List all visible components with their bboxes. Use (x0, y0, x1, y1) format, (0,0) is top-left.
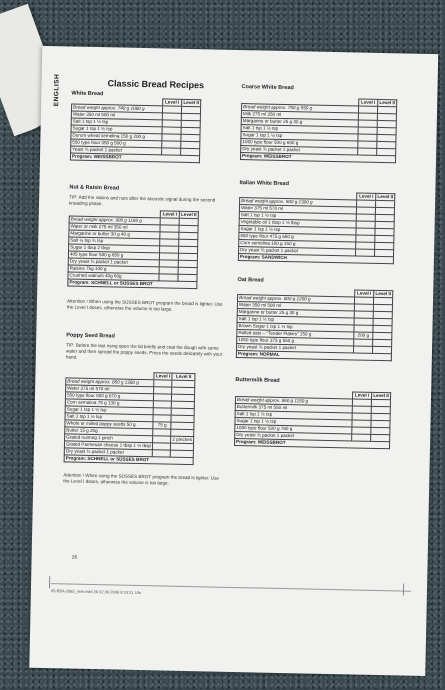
crop-mark (403, 584, 404, 596)
ingredient-text: Sugar 1 tsp 1 ½ tsp (71, 125, 162, 134)
level-2-amount: 2 pinches (172, 436, 193, 443)
level-1-header: Level I (357, 193, 376, 200)
recipe-title-nut-raisin: Nut & Raisin Bread (69, 184, 120, 192)
recipe-title-white-bread: White Bread (71, 90, 104, 98)
ingredient-text: Whole or milled poppy seeds 50 g (65, 420, 153, 429)
level-1-header: Level I (359, 99, 378, 106)
ingredient-text: Vegetable oil 1 tbsp 1 ½ tbsp (239, 219, 356, 228)
ingredient-text: Dry yeast ¾ packet 1 packet (236, 344, 353, 353)
level-2-header: Level II (373, 393, 389, 399)
recipe-table (70, 96, 201, 163)
ingredient-text: Salt 1 tsp 1 ½ tsp (239, 212, 356, 221)
ingredient-text: Dry yeast ¾ packet 1 packet (235, 431, 352, 440)
ingredient-text: Milk 275 ml 350 ml (241, 111, 358, 120)
level-1-amount: 75 g (153, 422, 171, 429)
ingredient-text: Salt 1 tsp 1 ½ tsp (65, 413, 153, 422)
page-number: 26 (71, 554, 78, 561)
program-label: Program: NORMAL (236, 351, 391, 361)
recipe-table (64, 370, 196, 465)
ingredient-text: Sugar 1 tsp 1 ½ tsp (235, 417, 352, 426)
ingredient-text: Grated nutmeg 1 pinch (65, 434, 153, 443)
ingredient-text: Bread weight approx. 850 g 1380 g (66, 378, 154, 387)
program-row (70, 153, 199, 163)
ingredient-text: Water or milk 275 ml 350 ml (69, 223, 160, 232)
ingredient-text: Bread weight approx. 860 g 1150 g (235, 397, 352, 406)
level-1-header: Level I (154, 373, 172, 380)
ingredient-text: Water 375 ml 570 ml (239, 205, 356, 214)
ingredient-text: 1050 type flour 500 g 760 g (235, 424, 352, 433)
ingredient-text: Sugar 1 tbsp 2 tbsp (69, 244, 160, 253)
level-2-header: Level II (375, 291, 392, 297)
ingredient-text: Crushed walnuts 40g 60g (68, 272, 159, 281)
level-2-header: Level II (180, 212, 197, 218)
recipe-table (236, 287, 393, 361)
ingredient-text: 405 type flour 500 g 650 g (68, 251, 159, 260)
recipe-attention: Attention ! When using the SÜSSES BROT program the bread is lighter. Use the Level I doses, otherwise the volume is too large. (63, 472, 220, 486)
ingredient-text: Water 350 ml 500 ml (237, 302, 354, 311)
ingredient-text: 550 type flour 350 g 500 g (71, 139, 162, 148)
ingredient-text: 1050 type flour 375 g 550 g (237, 337, 354, 346)
recipe-title-buttermilk: Buttermilk Bread (235, 376, 280, 384)
level-2-header: Level II (379, 100, 396, 106)
program-label: Program: WEISSBROT (234, 438, 389, 448)
ingredient-text: Bread weight approx. 900 g 1180 g (69, 216, 160, 225)
ingredient-text: Sugar 1 tsp 1 ½ tsp (65, 406, 153, 415)
ingredient-text: Salt 1 tsp 1 ½ tsp (241, 125, 358, 134)
ingredient-text: Salt 1 tsp 1 ½ tsp (71, 118, 162, 127)
level-1-header: Level I (353, 392, 372, 399)
ingredient-text: Dry yeast ¾ packet 1 packet (241, 146, 358, 155)
ingredient-text: Salt 1 tsp 1 ½ tsp (235, 410, 352, 419)
program-label: Program: SCHNELL or SÜSSES BROT (68, 279, 197, 289)
program-row (68, 279, 197, 289)
recipe-title-coarse-white: Coarse White Bread (241, 84, 294, 92)
ingredient-text: 550 type flour 475 g 650 g (239, 233, 356, 242)
level-1-header: Level I (163, 99, 182, 106)
ingredient-text: Brown Sugar 1 tsp 1 ½ tsp (237, 323, 354, 332)
ingredient-text: Sugar 1 tsp 1 ½ tsp (241, 132, 358, 141)
ingredient-text: Bread weight approx. 900 g 1300 g (240, 198, 357, 207)
recipe-table (234, 389, 391, 449)
recipe-title-poppy-seed: Poppy Seed Bread (66, 332, 115, 340)
recipe-table (240, 96, 397, 163)
ingredient-text: Raisins 75g 100 g (68, 265, 159, 274)
recipe-tip: TIP: Before the last rising open the lid briefly and coat the dough with some water and then spread the poppy seeds. Press the seeds delicately with your hand. (65, 342, 223, 360)
ingredient-text: Bread weight approx. 740 g 1080 g (71, 104, 162, 113)
program-row (64, 455, 193, 465)
ingredient-text: Buttermilk 375 ml 550 ml (235, 403, 352, 412)
ingredient-text: Durum wheat semolina 150 g 200 g (71, 132, 162, 141)
page-title: Classic Bread Recipes (107, 78, 205, 91)
ingredient-text: Margarine or butter 30 g 40 g (69, 230, 160, 239)
ingredient-text: Bread weight approx. 750 g 950 g (242, 104, 359, 113)
ingredient-text: Bread weight approx. 800 g 1200 g (238, 295, 355, 304)
ingredient-text: Sugar 1 tsp 1 ½ tsp (239, 226, 356, 235)
ingredient-text: Butter 15 g 20g (65, 427, 153, 436)
ingredient-text: Margarine or butter 25 g 30 g (241, 118, 358, 127)
program-label: Program: SCHNELL or SÜSSES BROT (64, 455, 193, 465)
ingredient-text: Dry yeast ¾ packet 1 packet (68, 258, 159, 267)
level-2-header: Level II (377, 194, 394, 200)
ingredient-text: 550 type flour 500 g 670 g (65, 392, 153, 401)
language-tab: ENGLISH (53, 73, 61, 107)
recipe-table (238, 190, 395, 264)
ingredient-text: Margarine or butter 25 g 30 g (237, 309, 354, 318)
program-label: Program: WEISSBROT (70, 153, 199, 163)
ingredient-text: Dry yeast ¾ packet 1 packet (239, 247, 356, 256)
ingredient-text: Corn semolina 100 g 150 g (239, 240, 356, 249)
level-2-header: Level II (183, 100, 199, 106)
recipe-tip: TIP: Add the raisins and nuts after the acoustic signal during the second kneading phase. (68, 194, 216, 207)
level-1-amount: 200 g (354, 332, 373, 339)
recipe-table (67, 208, 199, 289)
recipe-title-italian-white: Italian White Bread (239, 180, 290, 188)
ingredient-text: Water 350 ml 500 ml (71, 111, 162, 120)
ingredient-text: Rolled oats – "Tender Flakes" 150 g (237, 330, 354, 339)
recipe-attention: Attention ! When using the SÜSSES BROT program the bread is lighter. Use the Level I doses, otherwise the volume is too large. (66, 298, 223, 312)
level-2-header: Level II (172, 373, 195, 380)
ingredient-text: Corn semolina 75 g 130 g (65, 399, 153, 408)
ingredient-text: Water 375 ml 570 ml (66, 385, 154, 394)
recipe-title-oat: Oat Bread (237, 277, 264, 284)
manual-page (29, 46, 438, 676)
ingredient-text: Salt 1 tsp 1 ½ tsp (237, 316, 354, 325)
ingredient-text: Grated Parmesan cheese 1 tbsp 1 ½ tbsp (65, 441, 152, 449)
ingredient-text: 1050 type flour 500 g 650 g (241, 139, 358, 148)
crop-mark (49, 576, 50, 588)
ingredient-text: Dry yeast ¾ packet 1 packet (64, 448, 152, 457)
level-1-header: Level I (160, 211, 179, 218)
level-1-header: Level I (355, 290, 374, 297)
program-label: Program: SANDWICH (238, 254, 393, 264)
print-footer: 05-BBA 2865_new.indd 26 02.09.2009 9:15:21 Uhr (50, 588, 142, 596)
ingredient-text: Yeast ¾ packet 1 packet (71, 146, 162, 155)
program-label: Program: WEISSBROT (240, 153, 395, 163)
ingredient-text: Salt ½ tsp ¾ tsp (69, 237, 160, 246)
